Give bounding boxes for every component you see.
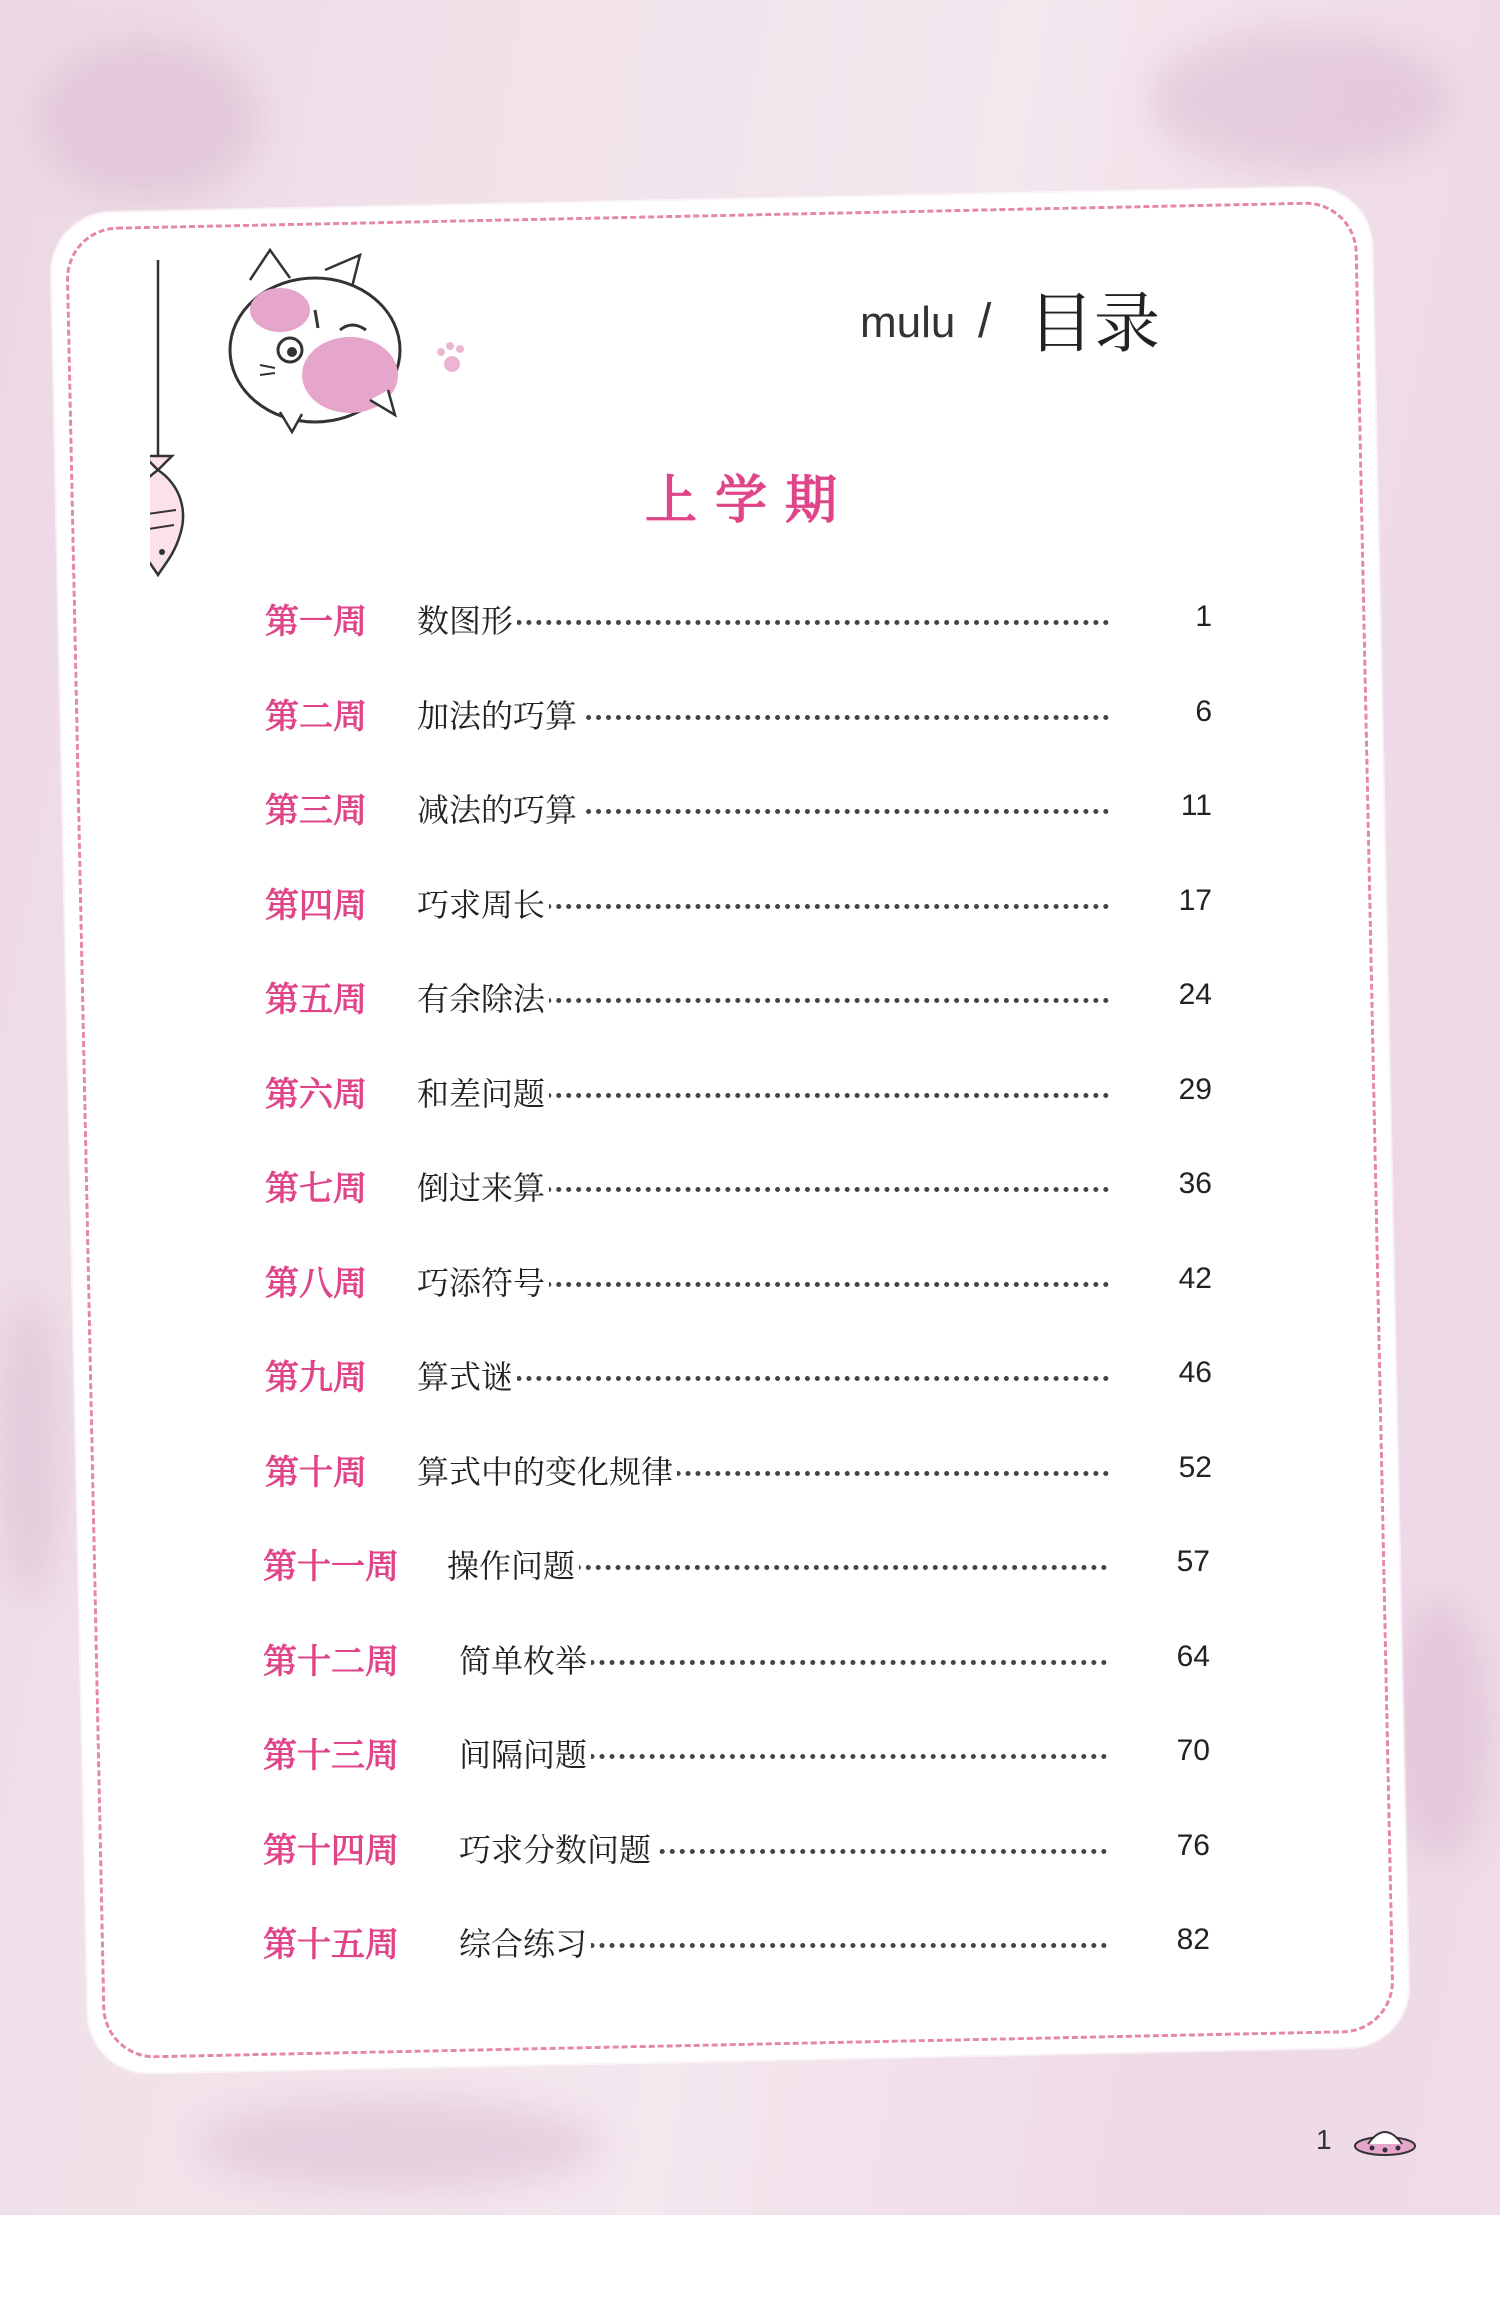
toc-week-label: 第八周	[265, 1263, 367, 1304]
toc-topic: 加法的巧算	[417, 691, 581, 737]
toc-week-label: 第五周	[265, 980, 367, 1020]
toc-page-number: 36	[1178, 1167, 1212, 1200]
page-number: 1	[1316, 2124, 1332, 2155]
page-bottom-margin	[0, 2215, 1500, 2322]
toc-week-label: 第十一周	[263, 1547, 399, 1587]
toc-page-number: 64	[1176, 1639, 1210, 1673]
toc-row[interactable]	[265, 1061, 1225, 1121]
toc-row[interactable]	[263, 1911, 1223, 1971]
toc-week-label: 第六周	[265, 1074, 367, 1115]
heading-latin: mulu	[860, 298, 956, 347]
toc-week-label: 第七周	[265, 1169, 367, 1209]
toc-week-label: 第十五周	[263, 1925, 399, 1965]
cat-mascot-icon	[220, 240, 440, 440]
toc-topic: 巧添符号	[417, 1258, 549, 1304]
page-heading	[860, 270, 1180, 360]
toc-page-number: 11	[1180, 789, 1212, 822]
toc-row[interactable]	[263, 1628, 1223, 1688]
toc-row[interactable]	[265, 1344, 1225, 1404]
fish-charm-icon	[150, 260, 230, 590]
toc-week-label: 第一周	[265, 602, 367, 642]
toc-page-number: 42	[1178, 1261, 1212, 1295]
background-blot	[40, 40, 260, 200]
toc-row[interactable]	[263, 1533, 1223, 1593]
toc-page-number: 57	[1176, 1545, 1210, 1578]
toc-topic: 有余除法	[417, 974, 549, 1020]
toc-row[interactable]	[265, 1439, 1225, 1499]
toc-topic: 巧求周长	[417, 880, 549, 926]
heading-separator: /	[978, 295, 992, 348]
toc-topic: 简单枚举	[459, 1636, 591, 1682]
toc-page-number: 70	[1176, 1734, 1210, 1767]
toc-topic: 数图形	[417, 596, 517, 642]
toc-page-number: 76	[1176, 1828, 1210, 1862]
toc-topic: 操作问题	[447, 1541, 579, 1587]
heading-title: 目录	[1028, 285, 1160, 362]
toc-page-number: 6	[1195, 694, 1212, 728]
toc-page-number: 82	[1176, 1923, 1210, 1956]
toc-week-label: 第九周	[265, 1358, 367, 1398]
toc-week-label: 第十四周	[263, 1830, 399, 1871]
background-blot	[0, 1300, 60, 1600]
background-blot	[200, 2100, 600, 2190]
toc-week-label: 第十三周	[263, 1736, 399, 1776]
section-title: 上学期	[644, 470, 855, 531]
toc-row[interactable]	[263, 1817, 1223, 1877]
toc-row[interactable]	[265, 1155, 1225, 1215]
toc-page-number: 52	[1178, 1450, 1212, 1484]
background-blot	[1150, 30, 1450, 170]
toc-page-number: 46	[1178, 1356, 1212, 1389]
toc-page-number: 17	[1178, 883, 1212, 917]
toc-leader-dots	[417, 620, 1109, 625]
toc-page-number: 24	[1178, 978, 1212, 1011]
toc-topic: 综合练习	[459, 1919, 591, 1965]
toc-row[interactable]	[265, 777, 1225, 837]
toc-row[interactable]	[265, 588, 1225, 648]
toc-topic: 算式谜	[417, 1352, 517, 1398]
toc-topic: 巧求分数问题	[459, 1825, 655, 1871]
toc-week-label: 第二周	[265, 696, 367, 737]
toc-topic: 间隔问题	[459, 1730, 591, 1776]
toc-topic: 倒过来算	[417, 1163, 549, 1209]
toc-row[interactable]	[265, 683, 1225, 743]
ufo-icon	[1350, 2120, 1420, 2164]
toc-leader-dots	[417, 1376, 1109, 1381]
toc-topic: 和差问题	[417, 1069, 549, 1115]
toc-week-label: 第十周	[265, 1452, 367, 1493]
toc-page-number: 29	[1178, 1072, 1212, 1106]
toc-row[interactable]	[265, 1250, 1225, 1310]
toc-row[interactable]	[263, 1722, 1223, 1782]
background-blot	[1390, 1600, 1490, 1860]
toc-page-number: 1	[1195, 600, 1212, 633]
toc-week-label: 第四周	[265, 885, 367, 926]
paw-print-icon	[432, 340, 472, 376]
toc-row[interactable]	[265, 872, 1225, 932]
toc-topic: 减法的巧算	[417, 785, 581, 831]
toc-row[interactable]	[265, 966, 1225, 1026]
toc-week-label: 第三周	[265, 791, 367, 831]
toc-week-label: 第十二周	[263, 1641, 399, 1682]
toc-topic: 算式中的变化规律	[417, 1447, 677, 1493]
